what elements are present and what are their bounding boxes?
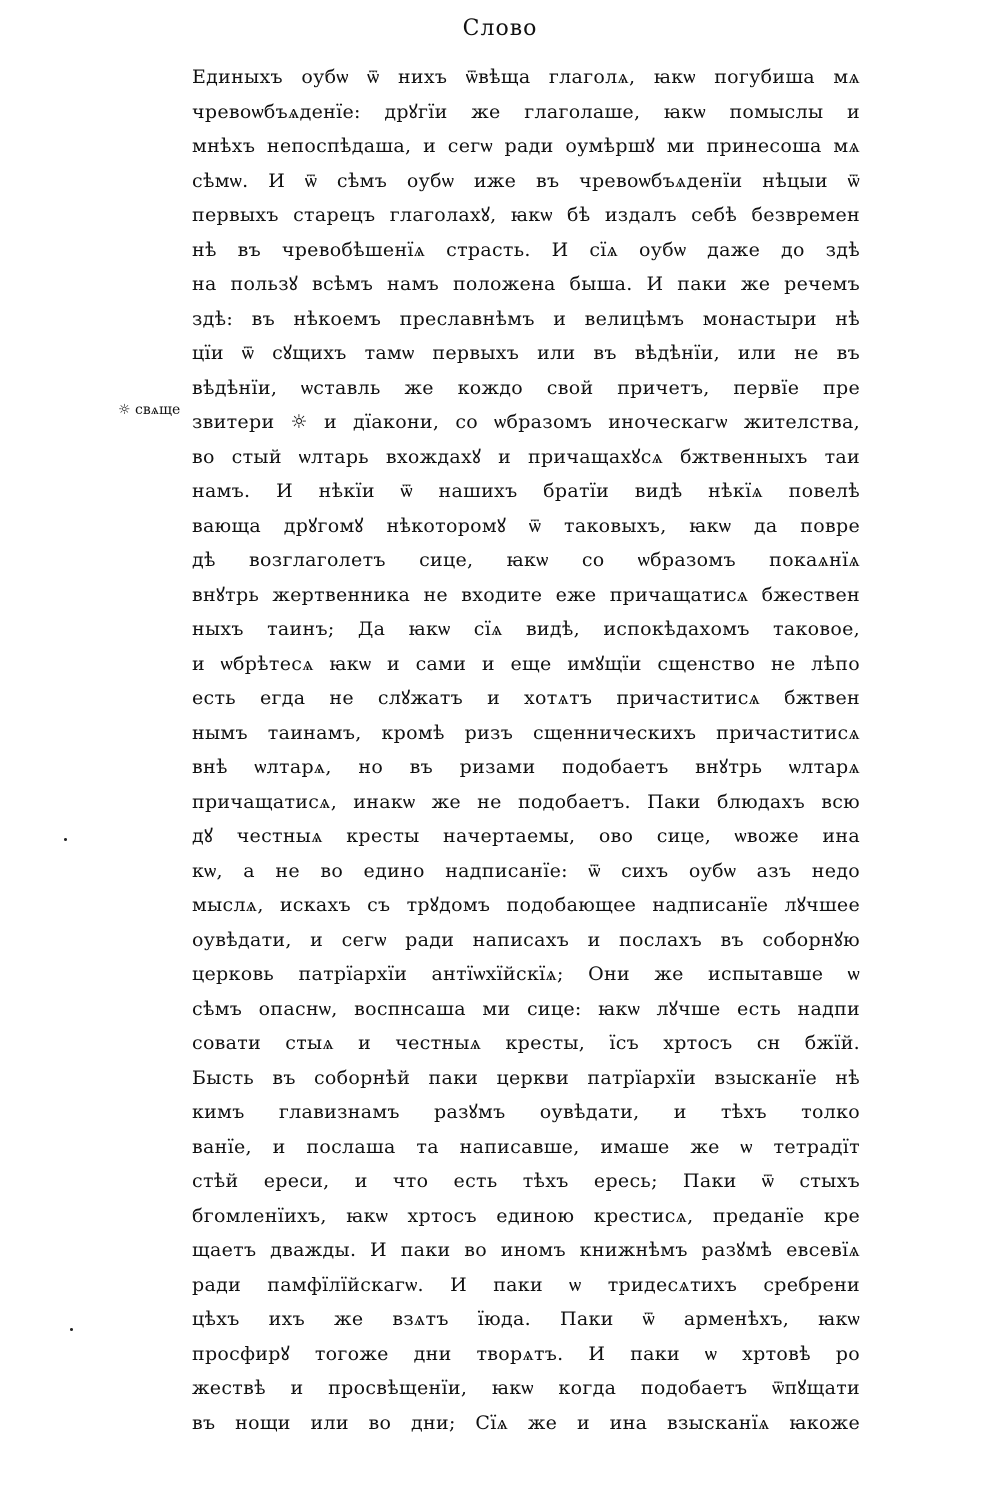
text-line: есть егда не слꙋжатъ и хотѧтъ причаститисѧ бжтвен (192, 687, 860, 709)
text-line: кимъ главизнамъ разꙋмъ оувѣдати, и тѣхъ толко (192, 1101, 860, 1123)
text-line: вѣдѣнїи, ѡставль же кождо свой причетъ, первїе пре (192, 376, 860, 399)
text-line: щаетъ дважды. И паки во иномъ книжнѣмъ разꙋмѣ евсевїѧ (192, 1239, 860, 1261)
text-line: ради памфїлїйскагѡ. И паки ѡ тридесѧтихъ сребрени (192, 1273, 860, 1296)
text-line: первыхъ старецъ глаголахꙋ, ꙗкѡ бѣ издалъ себѣ безвремен (192, 204, 860, 226)
running-head: Слово (462, 16, 538, 41)
body-text (192, 60, 860, 1440)
text-line: цїи ѿ сꙋщихъ тамѡ первыхъ или въ вѣдѣнїи, или не въ (192, 342, 860, 364)
text-line: внꙋтрь жертвенника не входите еже причащатисѧ бжествен (192, 583, 860, 606)
text-line: кѡ, а не во едино надписанїе: ѿ сихъ оубѡ азъ недо (192, 859, 860, 882)
text-line: дѣ возглаголетъ сице, ꙗкѡ со ѡбразомъ покаѧнїѧ (192, 549, 860, 571)
text-line: Единыхъ оубѡ ѿ нихъ ѿвѣща глаголѧ, ꙗкѡ погубиша мѧ (192, 66, 860, 88)
text-line: ванїе, и послаша та написавше, имаше же ѡ тетрадїт (192, 1135, 860, 1158)
text-line: просфирꙋ тогоже дни творѧтъ. И паки ѡ хртовѣ ро (192, 1342, 860, 1365)
margin-note: ☼ свѧще (118, 402, 181, 418)
text-line: сѣмъ опаснѡ, воспнсаша ми сице: ꙗкѡ лꙋчше есть надпи (192, 997, 860, 1020)
text-line: причащатисѧ, инакѡ же не подобаетъ. Паки блюдахъ всю (192, 790, 860, 813)
text-line: бгомленїихъ, ꙗкѡ хртосъ единою крестисѧ, преданїе кре (192, 1204, 860, 1227)
text-line: цѣхъ ихъ же взѧтъ їюда. Паки ѿ арменѣхъ, ꙗкѡ (192, 1308, 860, 1330)
text-line: оувѣдати, и сегѡ ради написахъ и послахъ въ соборнꙋю (192, 928, 860, 951)
text-line: нымъ таинамъ, кромѣ ризъ сщенническихъ причаститисѧ (192, 721, 860, 744)
text-line: сѣмѡ. И ѿ сѣмъ оубѡ иже въ чревоѡбъѧденїи нѣцыи ѿ (192, 169, 860, 192)
scan-speck (70, 1328, 73, 1331)
text-line: звитери ☼ и дїакони, со ѡбразомъ иноческагѡ жителства, (192, 411, 860, 433)
text-line: чревоѡбъѧденїе: дрꙋгїи же глаголаше, ꙗкѡ помыслы и (192, 100, 860, 123)
text-line: мыслѧ, искахъ съ трꙋдомъ подобающее надписанїе лꙋчшее (192, 894, 860, 916)
text-line: ныхъ таинъ; Да ꙗкѡ сїѧ видѣ, испокѣдахомъ таковое, (192, 618, 860, 640)
text-line: мнѣхъ непоспѣдаша, и сегѡ ради оумѣршꙋ ми принесоша мѧ (192, 135, 860, 157)
text-line: совати стыѧ и честныѧ кресты, їсъ хртосъ сн бжїй. (192, 1032, 860, 1054)
text-line: на пользꙋ всѣмъ намъ положена быша. И паки же речемъ (192, 273, 860, 295)
text-line: стѣй ереси, и что есть тѣхъ ересь; Паки ѿ стыхъ (192, 1170, 860, 1192)
text-line: вающа дрꙋгомꙋ нѣкоторомꙋ ѿ таковыхъ, ꙗкѡ да повре (192, 514, 860, 537)
scan-speck (64, 838, 67, 841)
text-line: внѣ ѡлтарѧ, но въ ризами подобаетъ внꙋтрь ѡлтарѧ (192, 756, 860, 778)
text-line: дꙋ честныѧ кресты начертаемы, ово сице, ѡвоже ина (192, 825, 860, 847)
text-line: здѣ: въ нѣкоемъ преславнѣмъ и велицѣмъ монастыри нѣ (192, 307, 860, 330)
text-line: церковь патрїархїи антїѡхїйскїѧ; Они же испытавше ѡ (192, 963, 860, 985)
text-line: намъ. И нѣкїи ѿ нашихъ братїи видѣ нѣкїѧ повелѣ (192, 480, 860, 502)
text-line: и ѡбрѣтесѧ ꙗкѡ и сами и еще имꙋщїи сщенство не лѣпо (192, 652, 860, 675)
text-line: жествѣ и просвѣщенїи, ꙗкѡ когда подобаетъ ѿпꙋщати (192, 1377, 860, 1399)
text-line: во стый ѡлтарь вхождахꙋ и причащахꙋсѧ бжтвенныхъ таи (192, 445, 860, 468)
text-line: въ нощи или во дни; Сїѧ же и ина взысканїѧ ꙗкоже (192, 1411, 860, 1434)
text-line: нѣ въ чревобѣшенїѧ страсть. И сїѧ оубѡ даже до здѣ (192, 238, 860, 261)
text-line: Бысть въ соборнѣй паки церкви патрїархїи взысканїе нѣ (192, 1066, 860, 1089)
